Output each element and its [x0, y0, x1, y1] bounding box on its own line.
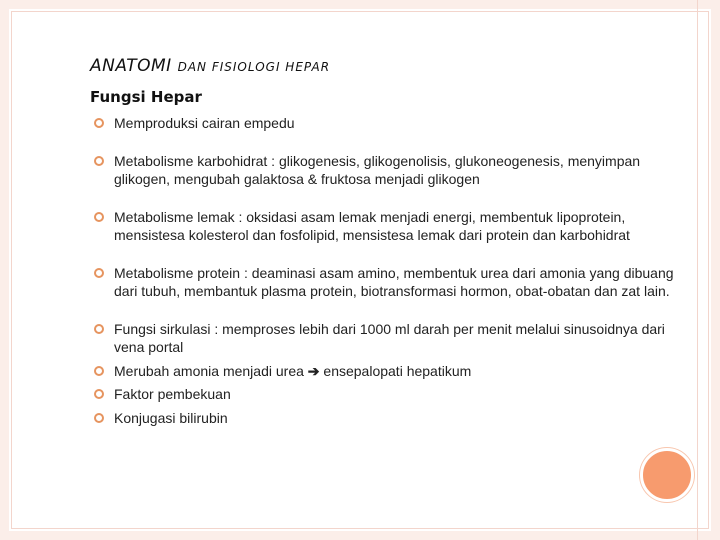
bullet-text: Fungsi sirkulasi : memproses lebih dari 1000 ml darah per menit melalui sinusoidnya dari vena portal: [114, 320, 665, 355]
bullet-circle-icon: [94, 118, 104, 128]
bullet-item: [88, 114, 688, 133]
bullet-text: Faktor pembekuan: [114, 386, 231, 402]
bullet-text-after: ensepalopati hepatikum: [319, 362, 472, 379]
bullet-text: Metabolisme lemak : oksidasi asam lemak menjadi energi, membentuk lipoprotein, mensistesa kolesterol dan fosfolipid, mensistesa lemak dari protein dan karbohidrat: [114, 208, 630, 243]
bullet-item: [88, 362, 688, 381]
bullet-item: [88, 152, 688, 189]
bullet-circle-icon: [94, 268, 104, 278]
bullet-text: Konjugasi bilirubin: [114, 409, 228, 426]
bullet-text: Metabolisme protein : deaminasi asam amino, membentuk urea dari amonia yang dibuang dari tubuh, membantuk plasma protein, biotransformasi hormon, obat-obatan dan zat lain.: [114, 264, 674, 299]
bullet-circle-icon: [94, 324, 104, 334]
bullet-circle-icon: [94, 366, 104, 376]
bullet-circle-icon: [94, 212, 104, 222]
bullet-item: [88, 264, 688, 301]
slide-title-rest: DAN FISIOLOGI HEPAR: [177, 60, 331, 74]
section-subheading: Fungsi Hepar: [90, 88, 202, 106]
slide-title: [90, 56, 330, 76]
bullet-list: [88, 114, 688, 427]
decorative-circle: [640, 448, 694, 502]
slide-right-rule: [697, 0, 698, 540]
slide-title-main: ANATOMI: [90, 56, 172, 76]
bullet-circle-icon: [94, 389, 104, 399]
bullet-item: [88, 409, 688, 428]
right-arrow-icon: ➔: [307, 362, 320, 379]
bullet-circle-icon: [94, 156, 104, 166]
bullet-text-before: Merubah amonia menjadi urea: [114, 362, 308, 379]
bullet-item: [88, 385, 688, 404]
bullet-text: Memproduksi cairan empedu: [114, 115, 295, 131]
bullet-item: [88, 320, 688, 357]
bullet-item: [88, 208, 688, 245]
bullet-circle-icon: [94, 413, 104, 423]
bullet-text: Metabolisme karbohidrat : glikogenesis, glikogenolisis, glukoneogenesis, menyimpan glikogen, mengubah galaktosa & fruktosa menjadi glikogen: [114, 152, 641, 187]
